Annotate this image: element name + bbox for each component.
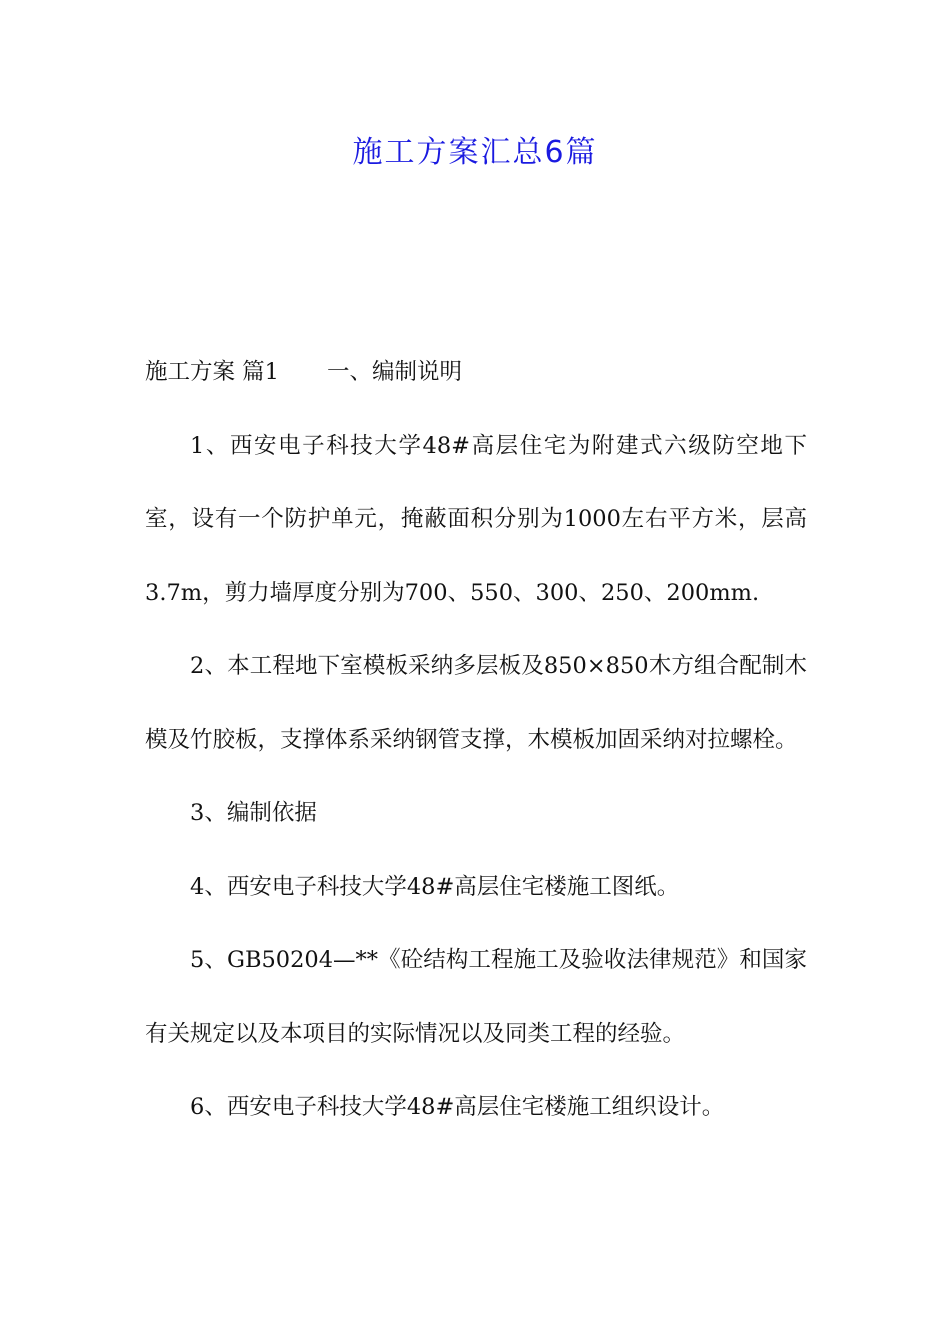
paragraph-6: 6、西安电子科技大学48#高层住宅楼施工组织设计。	[190, 1094, 725, 1120]
paragraph-2: 2、本工程地下室模板采纳多层板及850×850木方组合配制木模及竹胶板，支撑体系采纳钢管支撑，木模板加固采纳对拉螺栓。	[145, 653, 807, 753]
document-body	[145, 336, 807, 1145]
section-heading: 一、编制说明	[326, 359, 462, 385]
section-heading-line	[145, 336, 807, 410]
section-label: 施工方案 篇1	[145, 359, 279, 385]
document-title: 施工方案汇总6篇	[352, 135, 598, 170]
paragraph-1: 1、西安电子科技大学48#高层住宅为附建式六级防空地下室，设有一个防护单元，掩蔽面积分别为1000左右平方米，层高 3.7m，剪力墙厚度分别为700、550、300、250、200mm.	[145, 432, 807, 606]
paragraph-3: 3、编制依据	[190, 800, 317, 826]
paragraph-5: 5、GB50204—**《砼结构工程施工及验收法律规范》和国家有关规定以及本项目的实际情况以及同类工程的经验。	[145, 947, 807, 1047]
paragraph-4: 4、西安电子科技大学48#高层住宅楼施工图纸。	[190, 873, 680, 900]
